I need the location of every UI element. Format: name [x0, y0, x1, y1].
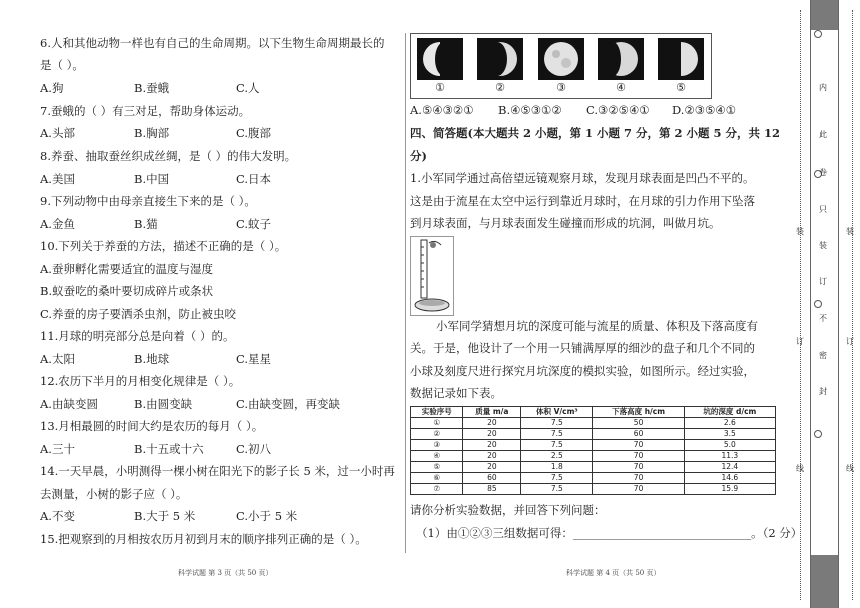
- q10-option-b: B.蚁蚕吃的桑叶要切成碎片或条状: [40, 284, 214, 298]
- q1-text2-line-4: 数据记录如下表。: [410, 386, 502, 400]
- table-cell: ⑦: [411, 484, 463, 495]
- q15-option-c: C.③②⑤④①: [586, 103, 650, 117]
- binding-char: 封: [819, 387, 827, 396]
- binding-char: 此: [819, 130, 827, 139]
- table-cell: 20: [463, 440, 521, 451]
- table-cell: 7.5: [521, 473, 593, 484]
- table-cell: 7.5: [521, 429, 593, 440]
- binding-char: 内: [819, 83, 827, 92]
- table-cell: ③: [411, 440, 463, 451]
- moon-phase-figure: [410, 33, 712, 99]
- q15-option-d: D.②③⑤④①: [672, 103, 737, 117]
- q1-subquestion-1: （1）由①②③三组数据可得：_______________________________。（2 分）: [416, 526, 803, 540]
- binding-char: 不: [819, 314, 827, 323]
- q1-text-line-2: 这是由于流星在太空中运行到靠近月球时，在月球的引力作用下坠落: [410, 194, 755, 208]
- outer-binding-char: 订: [846, 337, 854, 346]
- table-cell: 20: [463, 429, 521, 440]
- page-footer-left: 科学试题 第 3 页（共 50 页）: [178, 569, 273, 577]
- table-row: [411, 473, 776, 484]
- table-row: [411, 429, 776, 440]
- q11-option-b: B.地球: [134, 352, 170, 366]
- moon-label-5: ⑤: [676, 81, 686, 94]
- table-cell: 70: [593, 473, 684, 484]
- q12-stem: 12.农历下半月的月相变化规律是（ ）。: [40, 374, 241, 388]
- moon-label-4: ④: [616, 81, 626, 94]
- binding-char: 装: [819, 241, 827, 250]
- experiment-apparatus-image: [410, 236, 454, 316]
- strip-char: 线: [796, 464, 804, 473]
- table-cell: 5.0: [684, 440, 775, 451]
- q13-option-b: B.十五或十六: [134, 442, 204, 456]
- q14-stem: 14.一天早晨，小明测得一棵小树在阳光下的影子长 5 米，过一小时再: [40, 464, 395, 478]
- table-row: [411, 451, 776, 462]
- q6-option-a: A.狗: [40, 81, 64, 95]
- q1-text-line-1: 1.小军同学通过高倍望远镜观察月球，发现月球表面是凹凸不平的。: [410, 171, 755, 185]
- table-row: [411, 462, 776, 473]
- binding-hole: [814, 430, 822, 438]
- table-row: [411, 440, 776, 451]
- q9-option-b: B.猫: [134, 217, 158, 231]
- table-cell: 60: [463, 473, 521, 484]
- moon-image-2: [477, 38, 523, 80]
- table-cell: ④: [411, 451, 463, 462]
- table-cell: 60: [593, 429, 684, 440]
- q15-option-b: B.④⑤③①②: [498, 103, 562, 117]
- table-cell: 7.5: [521, 484, 593, 495]
- moon-image-4: [598, 38, 644, 80]
- q8-option-a: A.美国: [40, 172, 75, 186]
- table-cell: 12.4: [684, 462, 775, 473]
- q14-option-a: A.不变: [40, 509, 75, 523]
- q8-option-b: B.中国: [134, 172, 170, 186]
- q6-stem: 6.人和其他动物一样也有自己的生命周期。以下生物生命周期最长的: [40, 36, 385, 50]
- table-header: 体积 V/cm³: [521, 407, 593, 418]
- table-cell: 7.5: [521, 440, 593, 451]
- table-cell: 20: [463, 451, 521, 462]
- binding-char: 密: [819, 351, 827, 360]
- q7-stem: 7.蚕蛾的（ ）有三对足，帮助身体运动。: [40, 104, 251, 118]
- table-cell: 70: [593, 462, 684, 473]
- binding-char: 订: [819, 277, 827, 286]
- binding-dark-bottom: [810, 555, 838, 608]
- q6-option-b: B.蚕蛾: [134, 81, 170, 95]
- table-header-row: [411, 407, 776, 418]
- table-cell: 20: [463, 462, 521, 473]
- table-cell: 85: [463, 484, 521, 495]
- moon-image-3: [538, 38, 584, 80]
- q14-option-c: C.小于 5 米: [236, 509, 298, 523]
- experiment-data-table: [410, 406, 776, 495]
- table-cell: 20: [463, 418, 521, 429]
- table-header: 质量 m/a: [463, 407, 521, 418]
- table-cell: 1.8: [521, 462, 593, 473]
- q11-stem: 11.月球的明亮部分总是向着（ ）的。: [40, 329, 235, 343]
- table-row: [411, 484, 776, 495]
- moon-image-5: [658, 38, 704, 80]
- table-cell: 2.6: [684, 418, 775, 429]
- table-cell: ⑤: [411, 462, 463, 473]
- q9-option-a: A.金鱼: [40, 217, 75, 231]
- section4-title: 四、简答题(本大题共 2 小题，第 1 小题 7 分，第 2 小题 5 分，共 12: [410, 126, 780, 140]
- table-cell: 70: [593, 451, 684, 462]
- moon-image-1: [417, 38, 463, 80]
- page-footer-right: 科学试题 第 4 页（共 50 页）: [566, 569, 661, 577]
- table-header: 坑的深度 d/cm: [684, 407, 775, 418]
- q13-stem: 13.月相最圆的时间大约是农历的每月（ ）。: [40, 419, 264, 433]
- q8-option-c: C.日本: [236, 172, 272, 186]
- section4-title-cont: 分): [410, 149, 427, 163]
- dotted-cut-line-outer: [852, 10, 854, 600]
- q1-text2-line-3: 小球及刻度尺进行探究月坑深度的模拟实验，如图所示。经过实验，: [410, 364, 755, 378]
- q1-text2-line-1: 小军同学猜想月坑的深度可能与流星的质量、体积及下落高度有: [436, 319, 758, 333]
- strip-char: 装: [796, 227, 804, 236]
- q9-stem: 9.下列动物中由母亲直接生下来的是（ ）。: [40, 194, 256, 208]
- table-cell: 70: [593, 440, 684, 451]
- table-cell: 14.6: [684, 473, 775, 484]
- q7-option-a: A.头部: [40, 126, 75, 140]
- q11-option-c: C.星星: [236, 352, 272, 366]
- table-cell: 2.5: [521, 451, 593, 462]
- q13-option-a: A.三十: [40, 442, 75, 456]
- table-cell: 15.9: [684, 484, 775, 495]
- q15-option-a: A.⑤④③②①: [410, 103, 474, 117]
- outer-binding-char: 线: [846, 464, 854, 473]
- binding-hole: [814, 30, 822, 38]
- q14-stem-cont: 去测量，小树的影子应（ ）。: [40, 487, 188, 501]
- table-header: 下落高度 h/cm: [593, 407, 684, 418]
- table-cell: ⑥: [411, 473, 463, 484]
- dotted-cut-line: [800, 10, 802, 600]
- binding-char: 卷: [819, 168, 827, 177]
- binding-border-line: [838, 0, 839, 608]
- table-cell: 3.5: [684, 429, 775, 440]
- table-row: [411, 418, 776, 429]
- q7-option-c: C.腹部: [236, 126, 272, 140]
- column-divider: [405, 33, 406, 553]
- table-cell: 7.5: [521, 418, 593, 429]
- moon-label-2: ②: [495, 81, 505, 94]
- q10-stem: 10.下列关于养蚕的方法，描述不正确的是（ ）。: [40, 239, 287, 253]
- q10-option-c: C.养蚕的房子要洒杀虫剂，防止被虫咬: [40, 307, 237, 321]
- q7-option-b: B.胸部: [134, 126, 170, 140]
- table-cell: 50: [593, 418, 684, 429]
- moon-label-3: ③: [556, 81, 566, 94]
- q13-option-c: C.初八: [236, 442, 272, 456]
- q6-option-c: C.人: [236, 81, 260, 95]
- q1-instruction: 请你分析实验数据，并回答下列问题：: [410, 503, 606, 517]
- table-cell: ①: [411, 418, 463, 429]
- q1-text-line-3: 到月球表面，与月球表面发生碰撞而形成的坑洞，叫做月坑。: [410, 216, 721, 230]
- table-header: 实验序号: [411, 407, 463, 418]
- q9-option-c: C.蚊子: [236, 217, 272, 231]
- q12-option-c: C.由缺变圆，再变缺: [236, 397, 341, 411]
- table-cell: 11.3: [684, 451, 775, 462]
- binding-border-line-inner: [810, 0, 811, 608]
- strip-char: 订: [796, 337, 804, 346]
- binding-hole: [814, 300, 822, 308]
- q1-text2-line-2: 关。于是，他设计了一个用一只铺满厚厚的细沙的盘子和几个不同的: [410, 341, 755, 355]
- q14-option-b: B.大于 5 米: [134, 509, 196, 523]
- q10-option-a: A.蚕卵孵化需要适宜的温度与湿度: [40, 262, 213, 276]
- table-cell: 70: [593, 484, 684, 495]
- moon-label-1: ①: [435, 81, 445, 94]
- outer-binding-char: 装: [846, 227, 854, 236]
- binding-char: 只: [819, 205, 827, 214]
- binding-dark-top: [810, 0, 838, 30]
- q12-option-a: A.由缺变圆: [40, 397, 98, 411]
- q11-option-a: A.太阳: [40, 352, 75, 366]
- table-cell: ②: [411, 429, 463, 440]
- q12-option-b: B.由圆变缺: [134, 397, 193, 411]
- q8-stem: 8.养蚕、抽取蚕丝织成丝绸，是（ ）的伟大发明。: [40, 149, 297, 163]
- q15-stem: 15.把观察到的月相按农历月初到月末的顺序排列正确的是（ ）。: [40, 532, 367, 546]
- q6-stem-cont: 是（ ）。: [40, 58, 84, 72]
